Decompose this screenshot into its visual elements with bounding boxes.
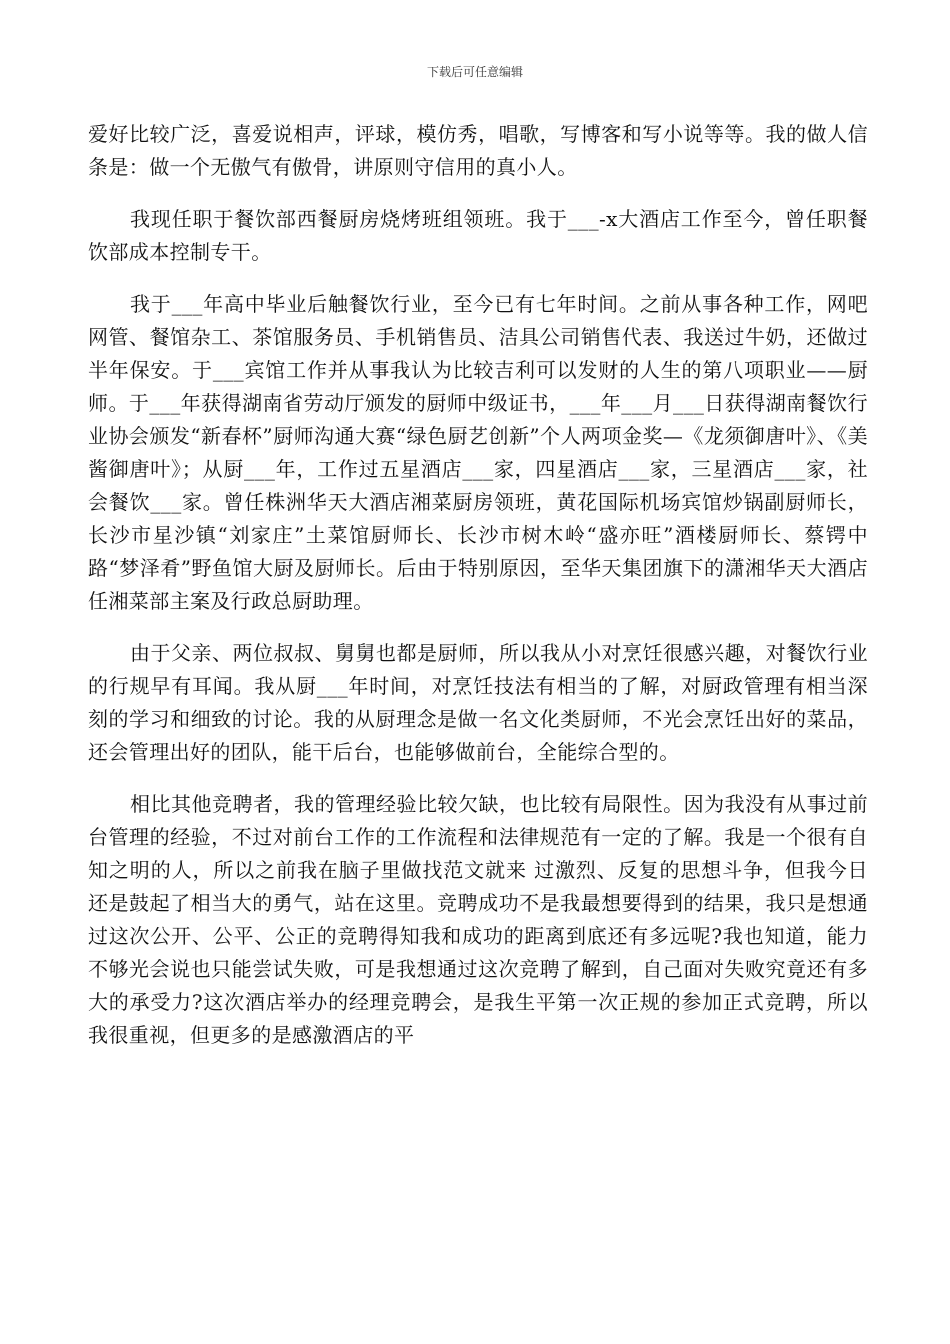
paragraph-family-background: 由于父亲、两位叔叔、舅舅也都是厨师，所以我从小对烹饪很感兴趣，对餐饮行业的行规早有耳闻。我从厨___年时间，对烹饪技法有相当的了解，对厨政管理有相当深刻的学习和细致的讨论。我的从厨理念是做一名文化类厨师，不光会烹饪出好的菜品，还会管理出好的团队，能干后台，也能够做前台，全能综合型的。 — [88, 641, 868, 764]
paragraph-current-position: 我现任职于餐饮部西餐厨房烧烤班组领班。我于___-x大酒店工作至今，曾任职餐饮部成本控制专干。 — [88, 207, 868, 264]
paragraph-hobbies: 爱好比较广泛，喜爱说相声，评球，模仿秀，唱歌，写博客和写小说等等。我的做人信条是：做一个无傲气有傲骨，讲原则守信用的真小人。 — [88, 122, 868, 179]
paragraph-work-history: 我于___年高中毕业后触餐饮行业，至今已有七年时间。之前从事各种工作，网吧网管、餐馆杂工、茶馆服务员、手机销售员、洁具公司销售代表、我送过牛奶，还做过半年保安。于___宾馆工作并从事我认为比较吉利可以发财的人生的第八项职业——厨师。于___年获得湖南省劳动厅颁发的厨师中级证书，___年___月___日获得湖南餐饮行业协会颁发“新春杯”厨师沟通大赛“绿色厨艺创新”个人两项金奖—《龙须御唐叶》、《美酱御唐叶》；从厨___年，工作过五星酒店___家，四星酒店___家，三星酒店___家，社会餐饮___家。曾任株洲华天大酒店湘菜厨房领班，黄花国际机场宾馆炒锅副厨师长，长沙市星沙镇“刘家庄”土菜馆厨师长、长沙市树木岭“盛亦旺”酒楼厨师长、蔡锷中路“梦泽肴”野鱼馆大厨及厨师长。后由于特别原因，至华天集团旗下的潇湘华天大酒店任湘菜部主案及行政总厨助理。 — [88, 292, 868, 613]
document-body — [88, 118, 868, 1071]
page-header: 下载后可任意编辑 — [426, 65, 523, 79]
paragraph-self-assessment: 相比其他竞聘者，我的管理经验比较欠缺，也比较有局限性。因为我没有从事过前台管理的经验，不过对前台工作的工作流程和法律规范有一定的了解。我是一个很有自知之明的人，所以之前我在脑子里做找范文就来 过激烈、反复的思想斗争，但我今日还是鼓起了相当大的勇气，站在这里。竞聘成功不是我最想要得到的结果，我只是想通过这次公开、公平、公正的竞聘得知我和成功的距离到底还有多远呢?我也知道，能力不够光会说也只能尝试失败，可是我想通过这次竞聘了解到，自己面对失败究竟还有多大的承受力?这次酒店举办的经理竞聘会，是我生平第一次正规的参加正式竞聘，所以我很重视，但更多的是感激酒店的平 — [88, 792, 868, 1047]
